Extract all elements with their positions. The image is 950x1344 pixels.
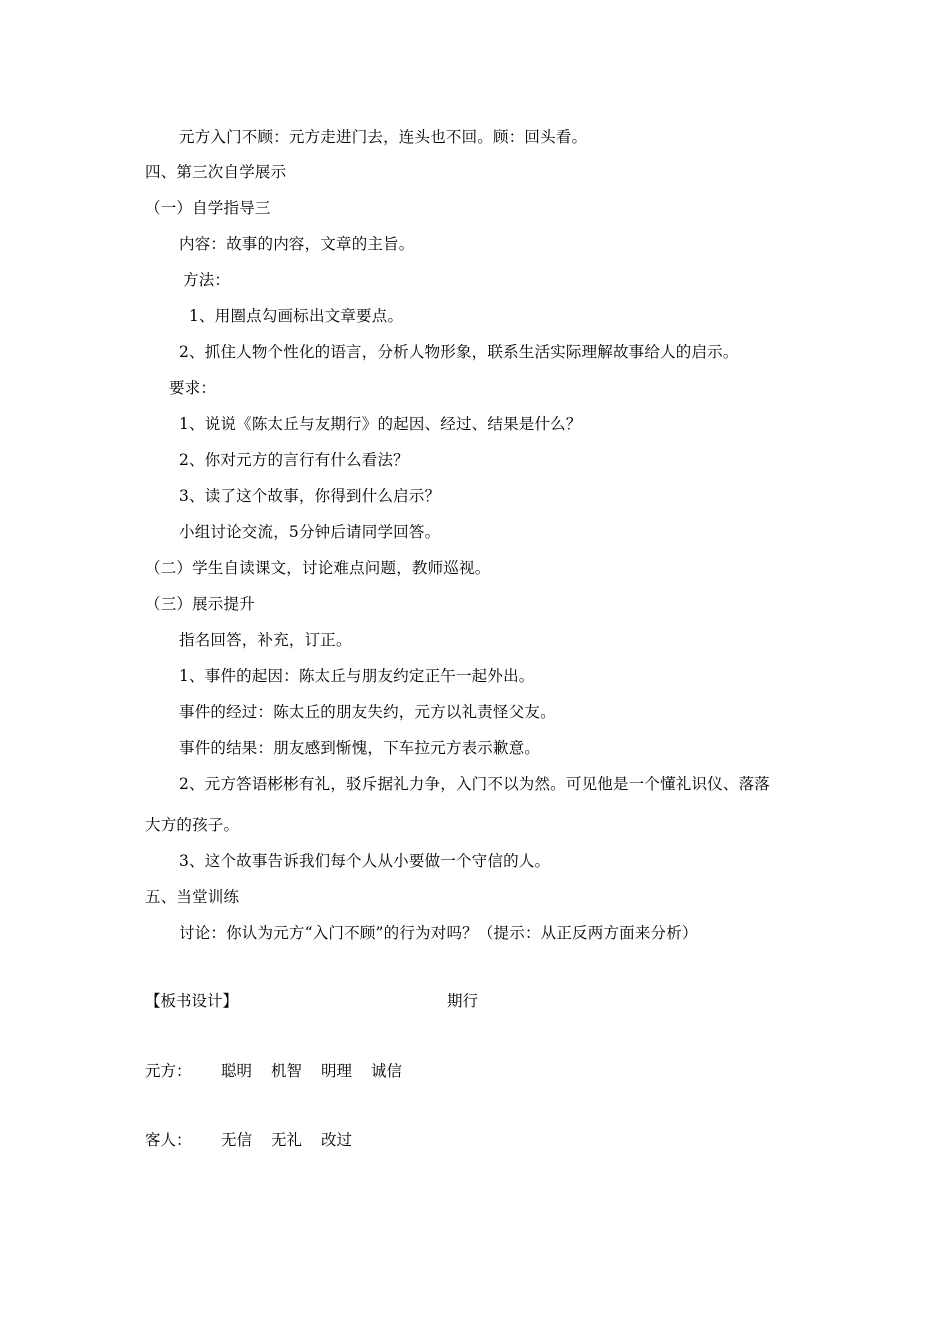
list-item: 2、抓住人物个性化的语言，分析人物形象，联系生活实际理解故事给人的启示。 [179,343,739,361]
board-heading: 【板书设计】 [145,992,239,1010]
guest-trait: 无礼 [271,1131,303,1149]
subsection-heading: （三）展示提升 [145,595,255,613]
section-heading: 四、第三次自学展示 [145,163,287,181]
list-item: 1、事件的起因：陈太丘与朋友约定正午一起外出。 [179,667,535,685]
text-line: 指名回答，补充，订正。 [179,631,352,649]
subsection-heading: （二）学生自读课文，讨论难点问题，教师巡视。 [145,559,491,577]
yuanfang-trait: 明理 [321,1062,353,1080]
list-item: 3、读了这个故事，你得到什么启示？ [179,487,441,505]
list-item: 2、你对元方的言行有什么看法？ [179,451,409,469]
text-line: 方法： [183,271,231,289]
subsection-heading: （一）自学指导三 [145,199,271,217]
list-item: 1、用圈点勾画标出文章要点。 [189,307,404,325]
yuanfang-trait: 聪明 [221,1062,253,1080]
list-item: 1、说说《陈太丘与友期行》的起因、经过、结果是什么？ [179,415,582,433]
list-item: 2、元方答语彬彬有礼，驳斥据礼力争，入门不以为然。可见他是一个懂礼识仪、落落 [179,775,770,793]
text-line: 小组讨论交流，5分钟后请同学回答。 [179,523,441,541]
text-line: 内容：故事的内容，文章的主旨。 [179,235,415,253]
list-item: 3、这个故事告诉我们每个人从小要做一个守信的人。 [179,852,551,870]
guest-trait: 改过 [321,1131,353,1149]
guest-label: 客人： [145,1131,192,1149]
yuanfang-trait: 机智 [271,1062,303,1080]
board-title: 期行 [447,992,479,1010]
section-heading: 五、当堂训练 [145,888,240,906]
text-line: 元方入门不顾：元方走进门去，连头也不回。顾：回头看。 [179,128,588,146]
text-line: 要求： [169,379,217,397]
text-line: 事件的经过：陈太丘的朋友失约，元方以礼责怪父友。 [179,703,556,721]
guest-trait: 无信 [221,1131,253,1149]
text-line: 大方的孩子。 [145,816,240,834]
text-line: 讨论：你认为元方“入门不顾”的行为对吗？（提示：从正反两方面来分析） [179,924,698,942]
text-line: 事件的结果：朋友感到惭愧，下车拉元方表示歉意。 [179,739,541,757]
yuanfang-trait: 诚信 [371,1062,403,1080]
yuanfang-label: 元方： [145,1062,192,1080]
